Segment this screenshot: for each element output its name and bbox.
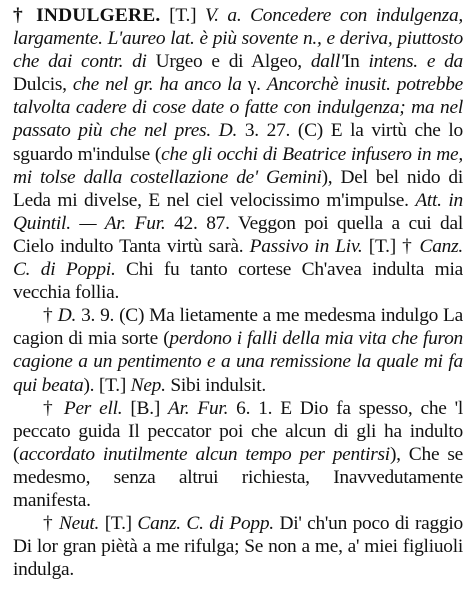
p1-run: che gli occhi di Beatrice infusero in me, mi tolse dalla costellazione de' Gemini (13, 143, 463, 188)
p1-run: Att. in Quintil. — Ar. Fur. (13, 189, 463, 234)
p1-run: ), Del bel nido di Leda mi divelse, E nel ciel velocissimo m'impulse. (13, 166, 463, 211)
p2-run: D. (57, 305, 82, 327)
p1-run: Dulcis, (13, 74, 73, 96)
p1-run: Ancorchè inusit. potrebbe talvolta cadere di cose date o fatte con indulgenza; ma nel passato più che nel pres. D. (13, 74, 464, 142)
p3-run: Ar. Fur. (168, 397, 237, 419)
p1-run: Passivo in Liv. (249, 235, 369, 257)
p1-run: Urgeo e di Algeo, (155, 51, 311, 73)
p1-run: [T.] (160, 5, 205, 26)
p3-run: ), Che se medesmo, senza altrui richiesta, Inavvedutamente manifesta. (13, 443, 464, 511)
p3-run: † (43, 397, 64, 419)
p2-run: ). [T.] (83, 374, 131, 396)
p1-run: Canz. C. di Poppi. (13, 235, 463, 281)
p2-run: perdono i falli della mia vita che furon cagione a un pentimento e a una remissione la quale mi fa qui beata (13, 328, 463, 396)
p1-run: V. a. Concedere con indulgenza, largamente. L'aureo lat. è più sovente n., e deriva, piuttosto che dai contr. di (13, 5, 463, 73)
p3-run: [B.] (130, 397, 169, 419)
p2-run: † (43, 305, 58, 327)
p1-run: Chi fu tanto cortese Ch'avea indulta mia vecchia follia. (13, 259, 463, 304)
p1-run: intens. e da (368, 51, 463, 73)
p2-run: Nep. (130, 374, 171, 396)
p1-run: γ. (247, 74, 267, 96)
p3-run: accordato inutilmente alcun tempo per pentirsi (19, 443, 390, 465)
entry-paragraph-per-ellissi (13, 397, 463, 512)
p2-run: Sibi indulsit. (170, 374, 266, 396)
p1-run: † INDULGERE. (13, 5, 161, 26)
entry-indulgere-definition (13, 4, 463, 304)
p3-run: 6. 1. E Dio fa spesso, che 'l peccato guida Il peccator poi che alcun di gli ha indulto ( (13, 397, 464, 465)
p1-run: che nel gr. ha anco la (72, 74, 248, 96)
p1-run: 42. 87. Veggon poi quella a cui dal Cielo indulto Tanta virtù sarà. (13, 212, 463, 257)
p2-run: 3. 9. (C) Ma lietamente a me medesma indulgo La cagion di mia sorte ( (13, 305, 464, 350)
p4-run: Di' ch'un poco di raggio Di lor gran piètà a me rifulga; Se non a me, a' miei figliuoli indulga. (13, 513, 463, 581)
p1-run: 3. 27. (C) E la virtù che lo sguardo m'indulse ( (13, 120, 463, 165)
p4-run: [T.] (104, 513, 138, 535)
p1-run: In (343, 51, 369, 73)
entry-paragraph-neutro (13, 512, 463, 581)
p1-run: [T.] † (368, 235, 420, 257)
p4-run: † (43, 513, 59, 535)
entry-paragraph-dante-par9 (13, 304, 463, 396)
p4-run: Canz. C. di Popp. (137, 513, 280, 535)
p3-run: Per ell. (63, 397, 131, 419)
p1-run: dall' (310, 51, 344, 73)
p4-run: Neut. (58, 513, 105, 535)
